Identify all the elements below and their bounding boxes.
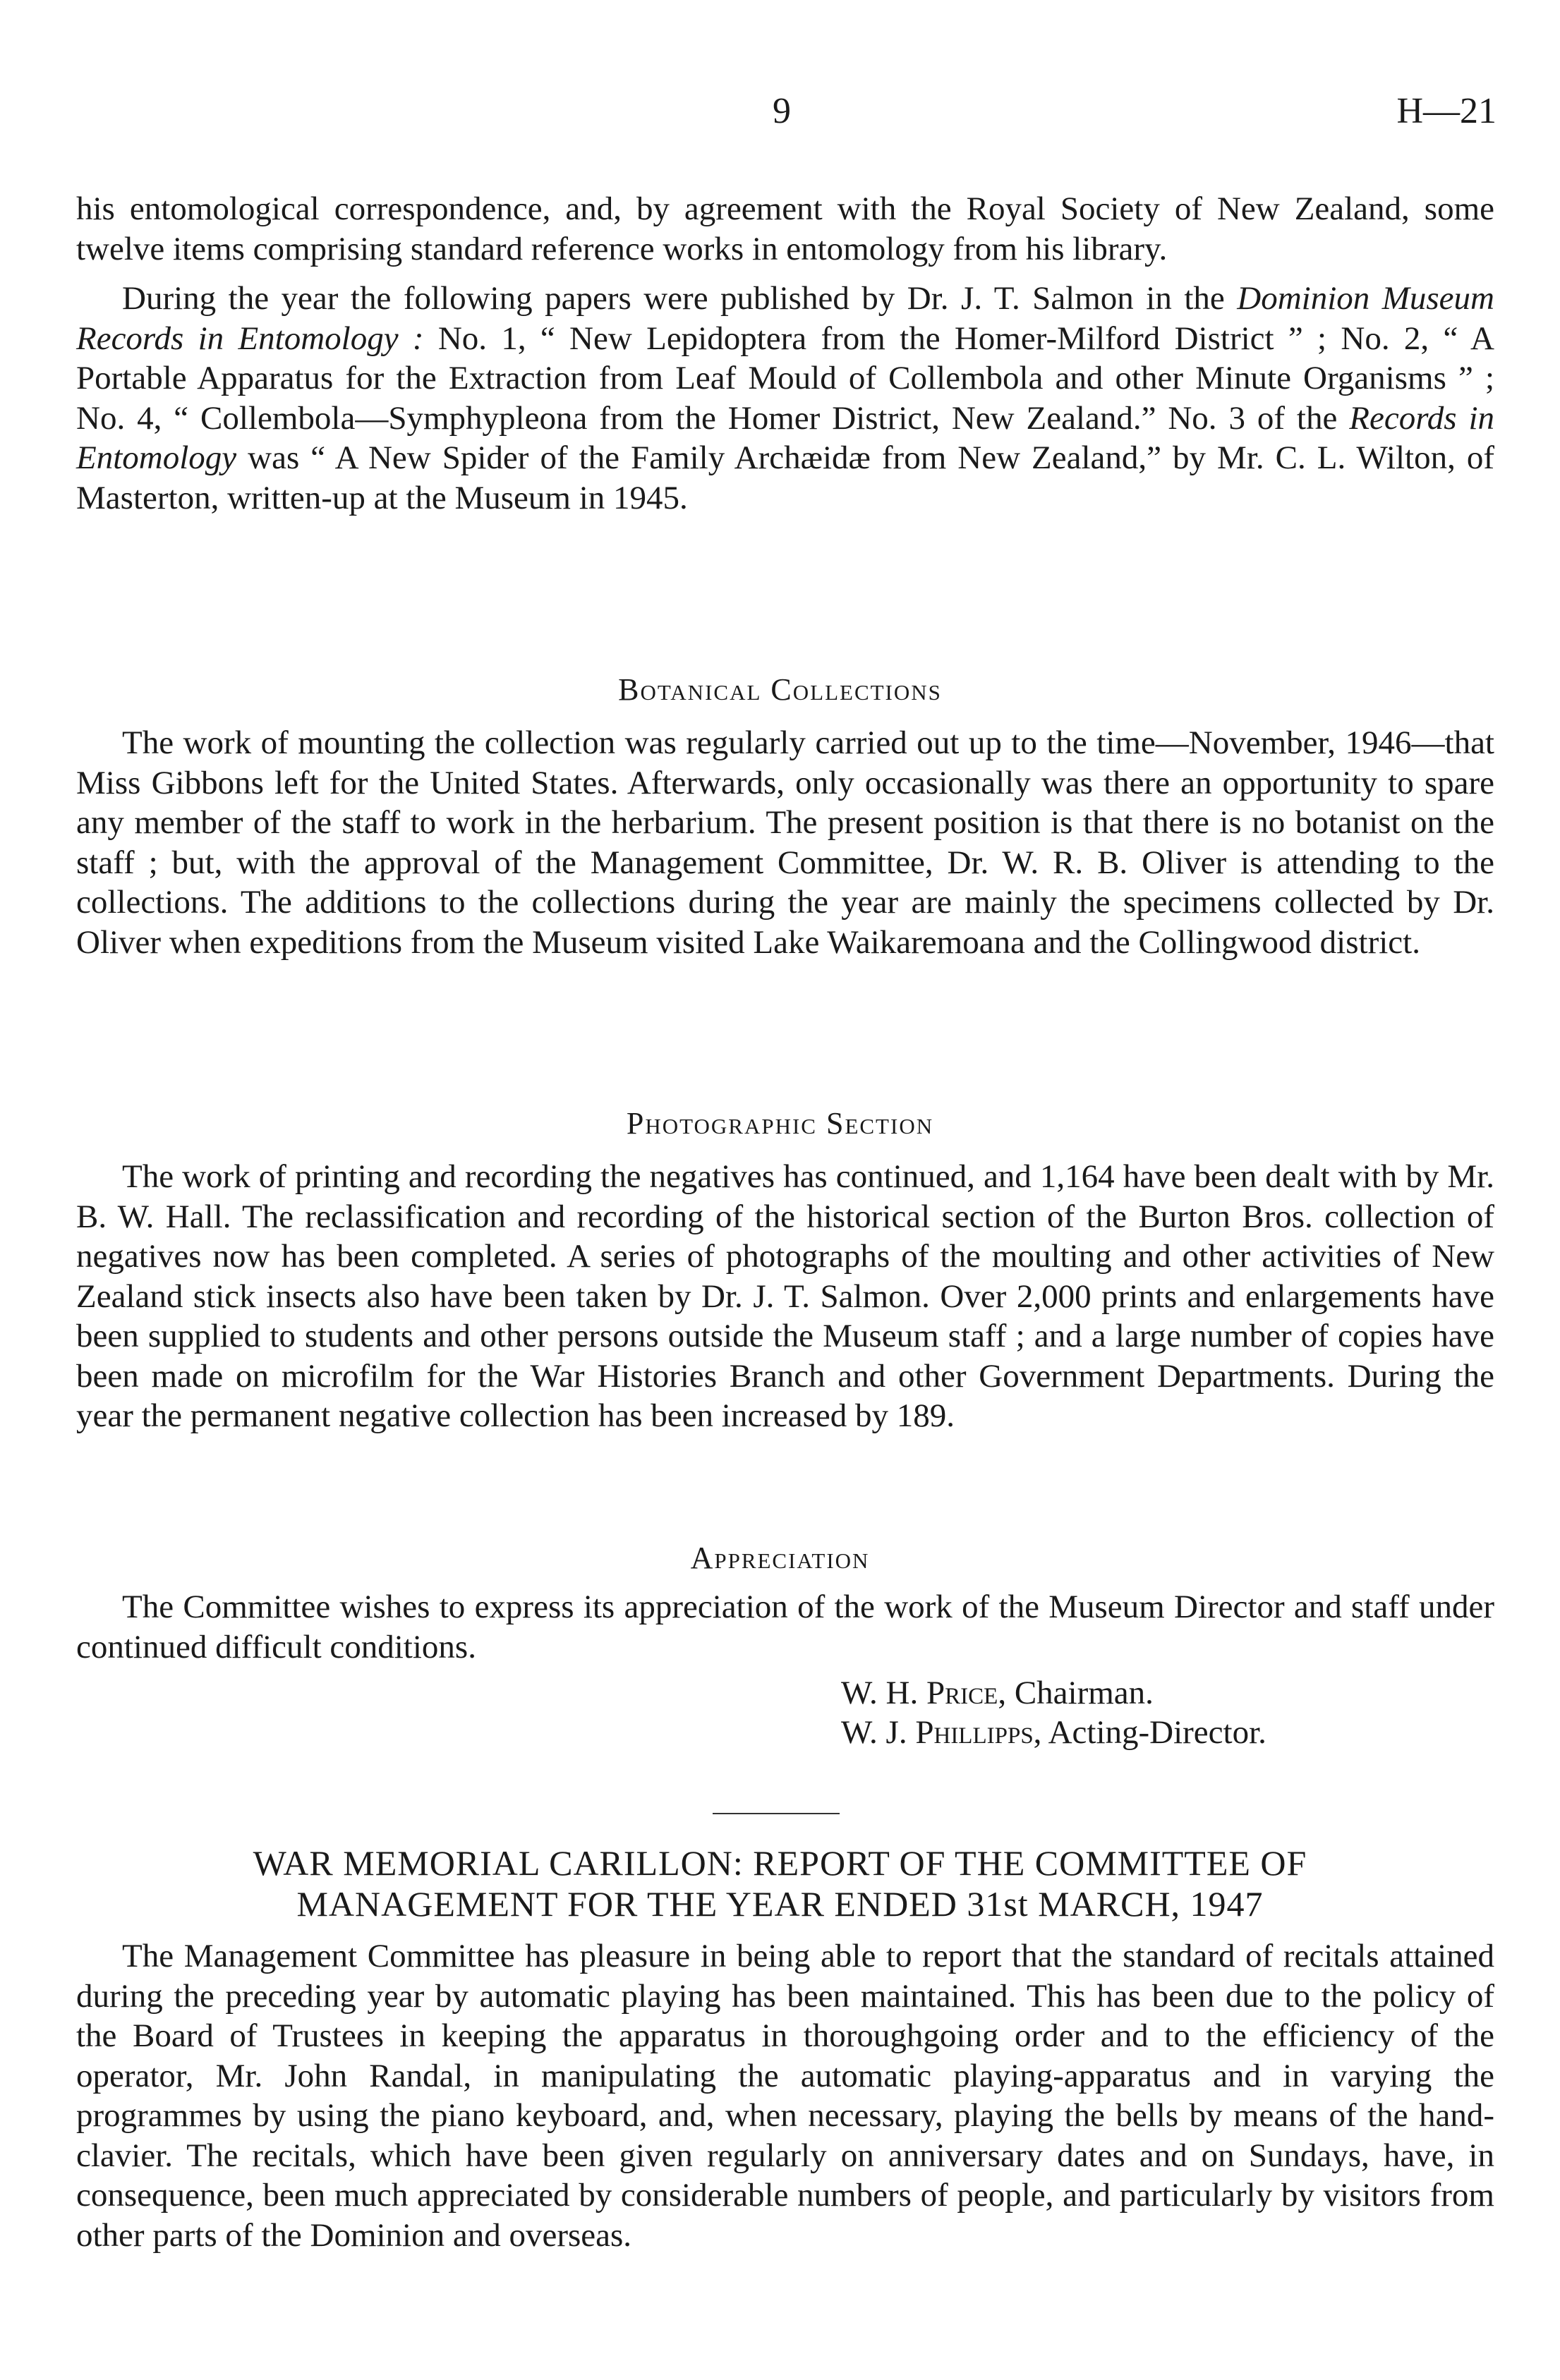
signature-director: [841, 1713, 1266, 1752]
appreciation-section: [76, 1587, 1494, 1667]
carillon-heading: [0, 1842, 1560, 1924]
para2-text-c: was “ A New Spider of the Family Archæidæ from New Zealand,” by Mr. C. L. Wilton, of Masterton, written-up at the Museum in 1945.: [76, 439, 1494, 516]
carillon-paragraph: The Management Committee has pleasure in being able to report that the standard of recitals attained during the preceding year by automatic playing has been maintained. This has been due to the policy of the Board of Trustees in keeping the apparatus in thoroughgoing order and to the efficiency of the operator, Mr. John Randal, in manipulating the automatic playing-apparatus and in varying the programmes by using the piano keyboard, and, when necessary, playing the bells by means of the hand-clavier. The recitals, which have been given regularly on anniversary dates and on Sundays, have, in consequence, been much appreciated by considerable numbers of people, and particularly by visitors from other parts of the Dominion and overseas.: [76, 1938, 1494, 2254]
entomology-paragraph-1: his entomological correspondence, and, by agreement with the Royal Society of New Zealand, some twelve items comprising standard reference works in entomology from his library.: [76, 190, 1494, 267]
para2-text-a: During the year the following papers were published by Dr. J. T. Salmon in the: [122, 280, 1238, 317]
carillon-heading-line-2: MANAGEMENT FOR THE YEAR ENDED 31st MARCH, 1947: [296, 1884, 1264, 1924]
signature-initials: W. H.: [841, 1675, 926, 1711]
section-divider: [713, 1813, 840, 1814]
signature-name: Phillipps: [915, 1714, 1034, 1751]
carillon-section: [76, 1936, 1494, 2255]
entomology-paragraph-2: [76, 279, 1494, 518]
photographic-heading: Photographic Section: [626, 1106, 934, 1141]
botanical-paragraph: The work of mounting the collection was regularly carried out up to the time—November, 1946—that Miss Gibbons left for the United States. Afterwards, only occasionally was there an opportunity to spare any member of the staff to work in the herbarium. The present position is that there is no botanist on the staff ; but, with the approval of the Management Committee, Dr. W. R. B. Oliver is attending to the collections. The additions to the collections during the year are mainly the specimens collected by Dr. Oliver when expeditions from the Museum visited Lake Waikaremoana and the Collingwood district.: [76, 724, 1494, 961]
page-header: [0, 90, 1560, 147]
para2-text-b: No. 1, “ New Lepidoptera from the Homer-Milford District ” ; No. 2, “ A Portable Apparatus for the Extraction from Leaf Mould of Collembola and other Minute Organisms ” ; No. 4, “ Collembola—Symphypleona from the Homer District, New Zealand.” No. 3 of the: [76, 320, 1494, 437]
appreciation-heading: Appreciation: [690, 1541, 870, 1575]
signature-chairman: [841, 1673, 1154, 1713]
signature-role: , Chairman.: [998, 1675, 1154, 1711]
botanical-section: [76, 723, 1494, 962]
journal-title-short: Records in Entomology: [76, 399, 1494, 476]
appreciation-paragraph: The Committee wishes to express its appreciation of the work of the Museum Director and staff under continued difficult conditions.: [76, 1589, 1494, 1665]
signature-name: Price: [926, 1675, 998, 1711]
document-reference: H—21: [1396, 91, 1496, 131]
journal-title: Dominion Museum Records in Entomology :: [76, 280, 1494, 357]
page-number: 9: [773, 91, 791, 131]
signature-initials: W. J.: [841, 1714, 916, 1751]
signature-role: , Acting-Director.: [1033, 1714, 1266, 1751]
photographic-section: [76, 1157, 1494, 1436]
botanical-heading: Botanical Collections: [618, 672, 942, 707]
photographic-paragraph: The work of printing and recording the negatives has continued, and 1,164 have been dealt with by Mr. B. W. Hall. The reclassification and recording of the historical section of the Burton Bros. collection of negatives now has been completed. A series of photographs of the moulting and other activities of New Zealand stick insects also have been taken by Dr. J. T. Salmon. Over 2,000 prints and enlargements have been supplied to students and other persons outside the Museum staff ; and a large number of copies have been made on microfilm for the War Histories Branch and other Government Departments. During the year the permanent negative collection has been increased by 189.: [76, 1158, 1494, 1434]
entomology-section: [76, 189, 1494, 518]
carillon-heading-line-1: WAR MEMORIAL CARILLON: REPORT OF THE COMMITTEE OF: [253, 1843, 1307, 1883]
